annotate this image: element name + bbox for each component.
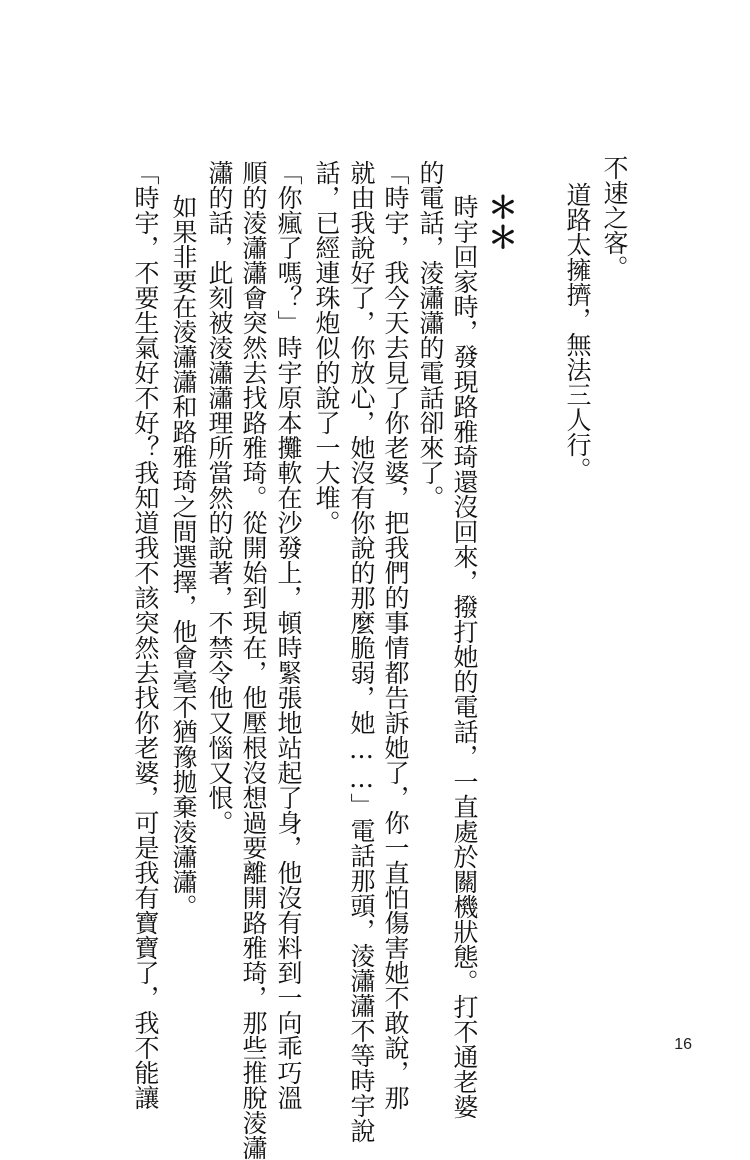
page-number: 16: [674, 1036, 692, 1053]
text-column: 就由我說好了，你放心，她沒有你說的那麼脆弱，她……」電話那頭，淩瀟瀟不等時宇說: [347, 160, 376, 1143]
text-column: 話，已經連珠炮似的說了一大堆。: [312, 160, 341, 535]
text-column: 的電話，淩瀟瀟的電話卻來了。: [416, 160, 445, 510]
text-column: 如果非要在淩瀟瀟和路雅琦之間選擇，他會毫不猶豫拋棄淩瀟瀟。: [169, 194, 198, 919]
text-column: 不速之客。: [600, 155, 629, 280]
text-column: 順的淩瀟瀟會突然去找路雅琦。從開始到現在，他壓根沒想過要離開路雅琦，那些推脫淩瀟: [239, 160, 268, 1160]
text-column: 瀟的話，此刻被淩瀟瀟理所當然的說著，不禁令他又惱又恨。: [205, 160, 234, 835]
section-separator: ＊＊: [482, 192, 517, 252]
text-column: 「時宇，我今天去見了你老婆，把我們的事情都告訴她了，你一直怕傷害她不敢說，那: [381, 160, 410, 1110]
text-column: 「時宇，不要生氣好不好？我知道我不該突然去找你老婆，可是我有寶寶了，我不能讓: [131, 160, 160, 1110]
text-column: 「你瘋了嗎？」時宇原本攤軟在沙發上，頓時緊張地站起了身，他沒有料到一向乖巧溫: [274, 160, 303, 1110]
text-column: 時宇回家時，發現路雅琦還沒回來，撥打她的電話，一直處於關機狀態。打不通老婆: [450, 194, 479, 1119]
text-column: 道路太擁擠，無法三人行。: [563, 182, 592, 482]
